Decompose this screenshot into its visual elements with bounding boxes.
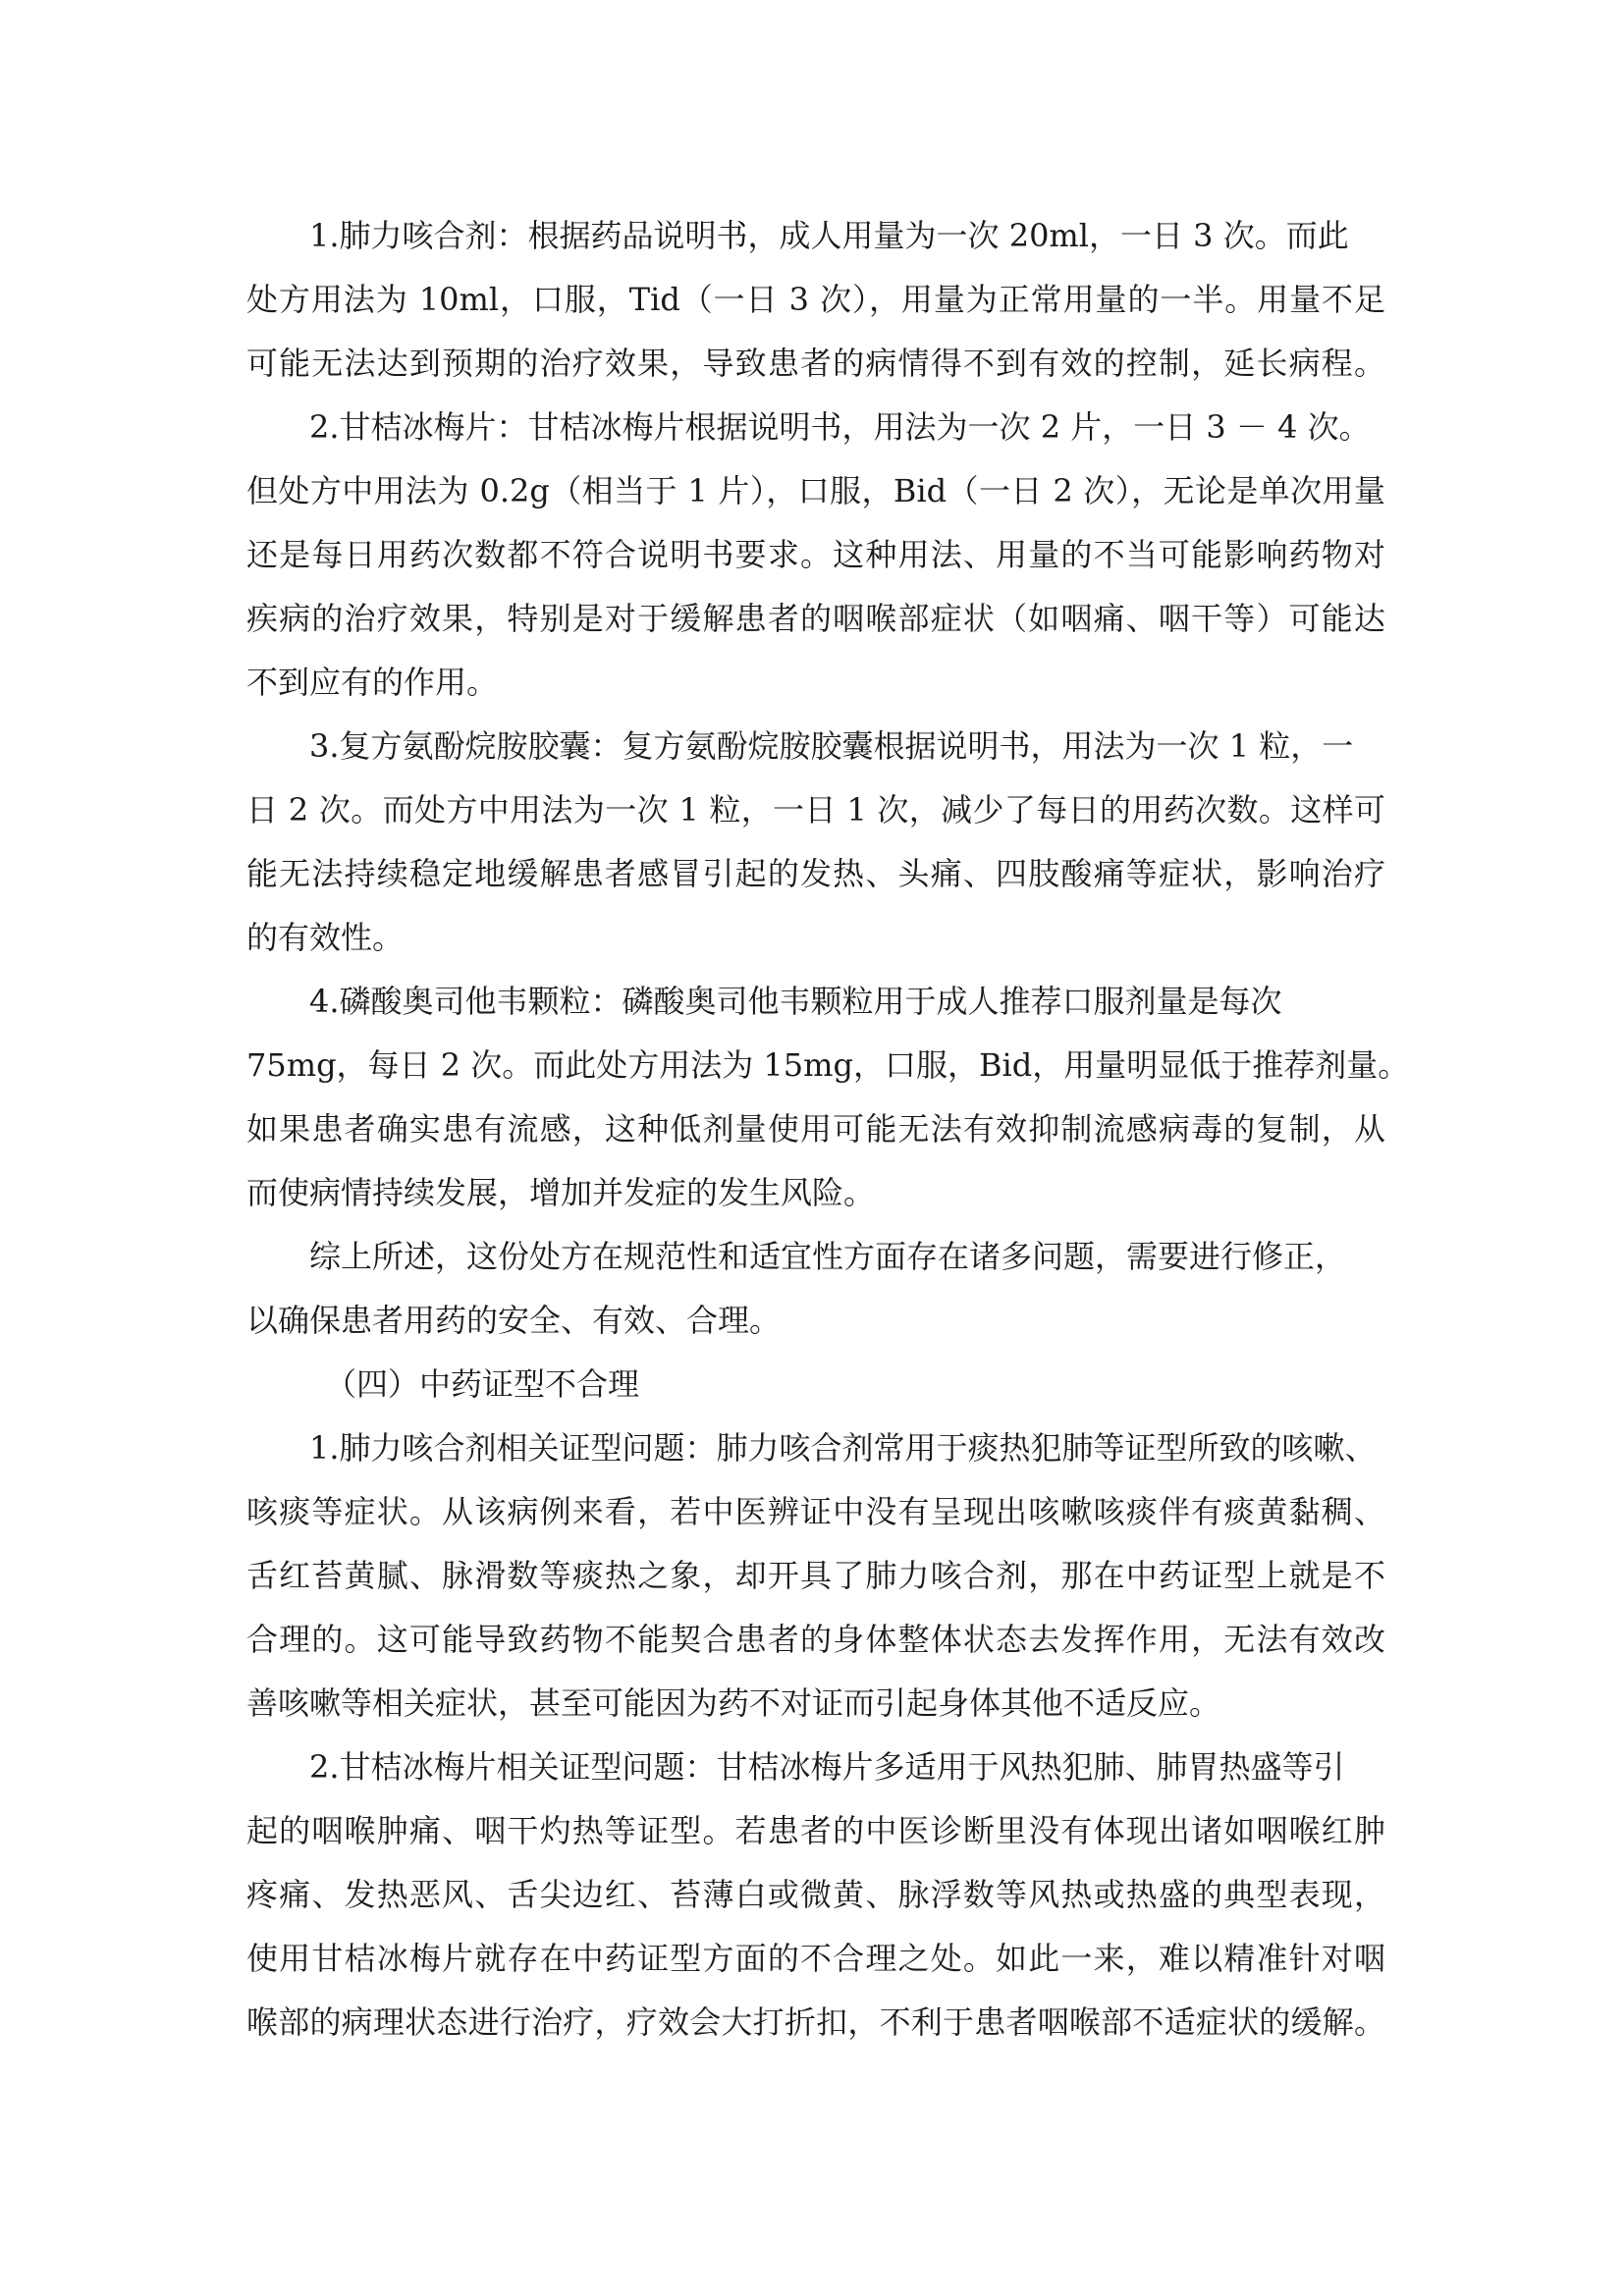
section-heading [246,1353,1385,1416]
text-line: 合理的。这可能导致药物不能契合患者的身体整体状态去发挥作用，无法有效改 [246,1621,1385,1658]
text-line: 还是每日用药次数都不符合说明书要求。这种用法、用量的不当可能影响药物对 [246,536,1385,573]
text-line: 疼痛、发热恶风、舌尖边红、苔薄白或微黄、脉浮数等风热或热盛的典型表现， [246,1876,1385,1913]
text-line: 疾病的治疗效果，特别是对于缓解患者的咽喉部症状（如咽痛、咽干等）可能达 [246,600,1385,637]
text-line: 2.甘桔冰梅片相关证型问题：甘桔冰梅片多适用于风热犯肺、肺胃热盛等引 [309,1748,1345,1786]
text-line: 如果患者确实患有流感，这种低剂量使用可能无法有效抑制流感病毒的复制，从 [246,1110,1385,1148]
paragraph-4 [246,970,1410,1225]
text-line: 4.磷酸奥司他韦颗粒：磷酸奥司他韦颗粒用于成人推荐口服剂量是每次 [309,983,1282,1020]
text-line: 综上所述，这份处方在规范性和适宜性方面存在诸多问题，需要进行修正， [309,1238,1347,1275]
paragraph-summary [246,1225,1385,1353]
heading-text: （四）中药证型不合理 [325,1365,640,1403]
text-line: 的有效性。 [246,919,405,956]
text-line: 3.复方氨酚烷胺胶囊：复方氨酚烷胺胶囊根据说明书，用法为一次 1 粒，一 [309,727,1354,765]
text-line: 善咳嗽等相关症状，甚至可能因为药不对证而引起身体其他不适反应。 [246,1684,1221,1722]
text-line: 不到应有的作用。 [246,664,499,701]
paragraph-1 [246,204,1385,396]
text-line: 以确保患者用药的安全、有效、合理。 [246,1302,782,1339]
text-line: 但处方中用法为 0.2g（相当于 1 片），口服，Bid（一日 2 次），无论是单次用量 [246,472,1385,509]
text-line: 1.肺力咳合剂相关证型问题：肺力咳合剂常用于痰热犯肺等证型所致的咳嗽、 [309,1429,1377,1467]
text-line: 咳痰等症状。从该病例来看，若中医辨证中没有呈现出咳嗽咳痰伴有痰黄黏稠、 [246,1493,1385,1530]
paragraph-3 [246,715,1385,970]
document-page [246,204,1410,2055]
text-line: 使用甘桔冰梅片就存在中药证型方面的不合理之处。如此一来，难以精准针对咽 [246,1940,1385,1977]
text-line: 而使病情持续发展，增加并发症的发生风险。 [246,1174,876,1211]
text-line: 喉部的病理状态进行治疗，疗效会大打折扣，不利于患者咽喉部不适症状的缓解。 [246,2003,1385,2041]
text-line: 处方用法为 10ml，口服，Tid（一日 3 次），用量为正常用量的一半。用量不足 [246,281,1385,318]
text-line: 起的咽喉肿痛、咽干灼热等证型。若患者的中医诊断里没有体现出诸如咽喉红肿 [246,1812,1385,1849]
text-line: 2.甘桔冰梅片：甘桔冰梅片根据说明书，用法为一次 2 片，一日 3 － 4 次。 [309,408,1371,446]
text-line: 75mg，每日 2 次。而此处方用法为 15mg，口服，Bid，用量明显低于推荐剂量。 [246,1046,1410,1084]
text-line: 可能无法达到预期的治疗效果，导致患者的病情得不到有效的控制，延长病程。 [246,345,1385,382]
text-line: 舌红苔黄腻、脉滑数等痰热之象，却开具了肺力咳合剂，那在中药证型上就是不 [246,1557,1385,1594]
paragraph-7 [246,1735,1385,2055]
text-line: 1.肺力咳合剂：根据药品说明书，成人用量为一次 20ml，一日 3 次。而此 [309,217,1349,254]
paragraph-6 [246,1416,1385,1735]
text-line: 能无法持续稳定地缓解患者感冒引起的发热、头痛、四肢酸痛等症状，影响治疗 [246,855,1385,892]
paragraph-2 [246,396,1385,715]
text-line: 日 2 次。而处方中用法为一次 1 粒，一日 1 次，减少了每日的用药次数。这样可 [246,791,1385,828]
